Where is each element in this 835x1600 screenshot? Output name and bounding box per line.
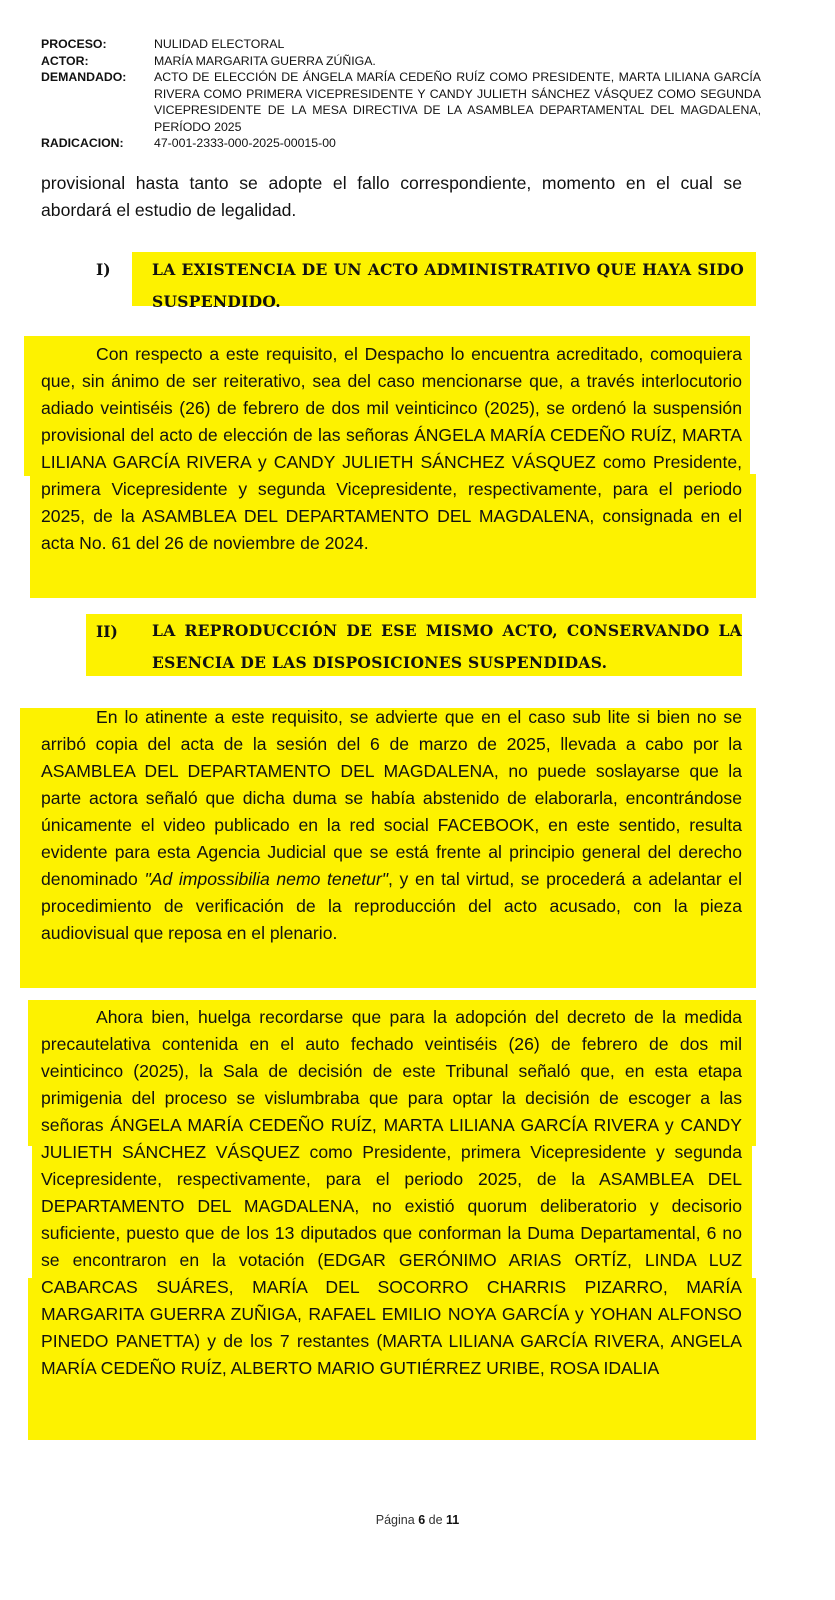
section-1-title: LA EXISTENCIA DE UN ACTO ADMINISTRATIVO QUE HAYA SIDO SUSPENDIDO. [152,260,744,311]
page-footer [0,1513,835,1527]
radicacion-label: RADICACION: [41,136,124,150]
section-1-numeral: I) [96,260,111,279]
proceso-value: NULIDAD ELECTORAL [154,37,285,51]
page-total: 11 [446,1513,460,1527]
page-current: 6 [418,1513,426,1527]
header-row-demandado [41,69,761,135]
actor-label: ACTOR: [41,53,89,68]
paragraph-1: Con respecto a este requisito, el Despacho lo encuentra acreditado, comoquiera que, sin ánimo de ser reiterativo, sea del caso mencionarse que, a través interlocutorio adiado veintiséis (26) de febrero de dos mil veinticinco (2025), se ordenó la suspensión provisional del acto de elección de las señoras ÁNGELA MARÍA CEDEÑO RUÍZ, MARTA LILIANA GARCÍA RIVERA y CANDY JULIETH SÁNCHEZ VÁSQUEZ como Presidente, primera Vicepresidente y segunda Vicepresidente, respectivamente, para el periodo 2025, de la ASAMBLEA DEL DEPARTAMENTO DEL MAGDALENA, consignada en el acta No. 61 del 26 de noviembre de 2024. [41,344,742,553]
section-2-numeral: II) [96,622,118,641]
radicacion-value: 47-001-2333-000-2025-00015-00 [154,136,336,150]
proceso-label: PROCESO: [41,37,107,51]
paragraph-2 [41,704,742,947]
header-row-radicacion [41,135,761,152]
section-2-title: LA REPRODUCCIÓN DE ESE MISMO ACTO, CONSERVANDO LA ESENCIA DE LAS DISPOSICIONES SUSPENDIDAS. [152,621,742,672]
page-word: Página [375,1513,415,1527]
paragraph-3: Ahora bien, huelga recordarse que para la adopción del decreto de la medida precautelativa contenida en el auto fechado veintiséis (26) de febrero de dos mil veinticinco (2025), la Sala de decisión de este Tribunal señaló que, en esta etapa primigenia del proceso se vislumbraba que para optar la decisión de escoger a las señoras ÁNGELA MARÍA CEDEÑO RUÍZ, MARTA LILIANA GARCÍA RIVERA y CANDY JULIETH SÁNCHEZ VÁSQUEZ como Presidente, primera Vicepresidente y segunda Vicepresidente, respectivamente, para el periodo 2025, de la ASAMBLEA DEL DEPARTAMENTO DEL MAGDALENA, no existió quorum deliberatorio y decisorio suficiente, puesto que de los 13 diputados que conforman la Duma Departamental, 6 no se encontraron en la votación (EDGAR GERÓNIMO ARIAS ORTÍZ, LINDA LUZ CABARCAS SUÁRES, MARÍA DEL SOCORRO CHARRIS PIZARRO, MARÍA MARGARITA GUERRA ZUÑIGA, RAFAEL EMILIO NOYA GARCÍA y YOHAN ALFONSO PINEDO PANETTA) y de los 7 restantes (MARTA LILIANA GARCÍA RIVERA, ANGELA MARÍA CEDEÑO RUÍZ, ALBERTO MARIO GUTIÉRREZ URIBE, ROSA IDALIA [41,1007,742,1378]
demandado-value: ACTO DE ELECCIÓN DE ÁNGELA MARÍA CEDEÑO RUÍZ COMO PRESIDENTE, MARTA LILIANA GARCÍA RIVERA COMO PRIMERA VICEPRESIDENTE Y CANDY JULIETH SÁNCHEZ VÁSQUEZ COMO SEGUNDA VICEPRESIDENTE DE LA MESA DIRECTIVA DE LA ASAMBLEA DEPARTAMENTAL DEL MAGDALENA, PERÍODO 2025 [154,70,761,134]
case-header [41,36,761,152]
header-row-proceso [41,36,761,53]
intro-paragraph: provisional hasta tanto se adopte el fallo correspondiente, momento en el cual se abordará el estudio de legalidad. [41,173,742,220]
demandado-label: DEMANDADO: [41,70,127,84]
page-of: de [428,1513,443,1527]
paragraph-2-latin-quote: "Ad impossibilia nemo tenetur" [144,869,389,889]
actor-value: MARÍA MARGARITA GUERRA ZÚÑIGA. [154,53,376,68]
paragraph-2-text-end: , y en tal virtud, se procederá a adelantar el procedimiento de verificación de la reproducción del acto acusado, con la pieza audiovisual que reposa en el plenario. [41,869,742,943]
paragraph-2-text-start: En lo atinente a este requisito, se advierte que en el caso sub lite si bien no se arribó copia del acta de la sesión del 6 de marzo de 2025, llevada a cabo por la ASAMBLEA DEL DEPARTAMENTO DEL MAGDALENA, no puede soslayarse que la parte actora señaló que dicha duma se había abstenido de elaborarla, encontrándose únicamente el video publicado en la red social FACEBOOK, en este sentido, resulta evidente para esta Agencia Judicial que se está frente al principio general del derecho denominado [41,707,742,889]
header-row-actor [41,53,761,70]
